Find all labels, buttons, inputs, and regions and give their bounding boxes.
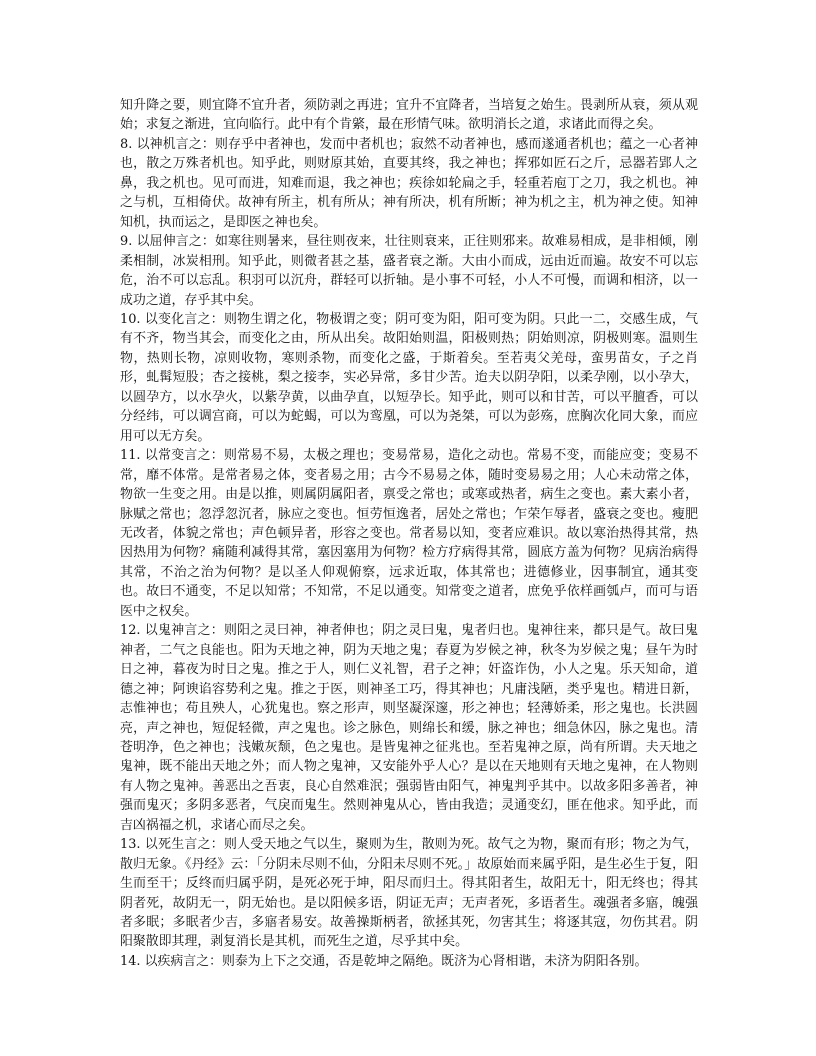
paragraph-12 (120, 621, 698, 835)
paragraph-text: 以变化言之：则物生谓之化，物极谓之变；阴可变为阳，阳可变为阴。只此一二，交感生成，气有不齐，物当其会，而变化之由，所从出矣。故阳始则温，阳极则热；阴始则凉，阴极则寒。温则生物，热则长物，凉则收物，寒则杀物，而变化之盛，于斯着矣。至若夷父羌母，蛮男苗女，子之肖形，虬髯短股；杏之接桃，梨之接李，实必异常，多甘少苦。迨夫以阴孕阳，以柔孕刚，以小孕大，以圆孕方，以水孕火，以紫孕黄，以曲孕直，以短孕长。知乎此，则可以和甘苦，可以平膻香，可以分经纬，可以调宫商，可以为蛇蝎，可以为鸾凰，可以为尧桀，可以为彭殇，庶胸次化同大象，而应用可以无方矣。 (120, 311, 698, 444)
paragraph-10 (120, 310, 698, 446)
paragraph-text: 以死生言之：则人受天地之气以生，聚则为生，散则为死。故气之为物，聚而有形；物之为气，散归无象。《丹经》云：「分阴未尽则不仙，分阳未尽则不死。」故原始而来属乎阳，是生必生于复，阳生而至干；反终而归属乎阴，是死必死于坤，阳尽而归土。得其阳者生，故阳无十，阳无终也；得其阴者死，故阴无一，阴无始也。是以阳候多语，阴证无声；无声者死，多语者生。魂强者多寤，魄强者多眠；多眠者少吉，多寤者易安。故善操斯柄者，欲拯其死，勿害其生；将逐其寇，勿伤其君。阴阳聚散即其理，剥复消长是其机，而死生之道，尽乎其中矣。 (120, 837, 698, 950)
paragraph-number: 14. (120, 953, 141, 969)
paragraph-14 (120, 952, 698, 971)
paragraph-text: 以鬼神言之：则阳之灵曰神，神者伸也；阴之灵曰鬼，鬼者归也。鬼神往来，都只是气。故曰鬼神者，二气之良能也。阳为天地之神，阴为天地之鬼；春夏为岁候之神，秋冬为岁候之鬼；昼午为时日之神，暮夜为时日之鬼。推之于人，则仁义礼智，君子之神；奸盗诈伪，小人之鬼。乐天知命，道德之神；阿谀谄容势利之鬼。推之于医，则神圣工巧，得其神也；凡庸浅陋，类乎鬼也。精进日新，志惟神也；苟且殃人，心犹鬼也。察之形声，则坚凝深邃，形之神也；轻薄娇柔，形之鬼也。长洪圆亮，声之神也，短促轻微，声之鬼也。诊之脉色，则绵长和缓，脉之神也；细急休囚，脉之鬼也。清苍明净，色之神也；浅嫩灰颓，色之鬼也。是皆鬼神之征兆也。至若鬼神之原，尚有所谓。夫天地之鬼神，既不能出天地之外；而人物之鬼神，又安能外乎人心？是以在天地则有天地之鬼神，在人物则有人物之鬼神。善恶出之吾衷，良心自然难泯；强弱皆由阳气，神鬼判乎其中。以故多阳多善者，神强而鬼灭；多阴多恶者，气戾而鬼生。然则神鬼从心，皆由我造；灵通变幻，匪在他求。知乎此，而吉凶祸福之机，求诸心而尽之矣。 (120, 623, 698, 833)
paragraph-11 (120, 446, 698, 621)
paragraph-number: 13. (120, 837, 141, 853)
paragraph-number: 11. (120, 448, 141, 464)
paragraph-number: 12. (120, 623, 141, 639)
paragraph-number: 10. (120, 311, 141, 327)
document-page (120, 96, 698, 971)
paragraph-text: 以屈伸言之：如寒往则暑来，昼往则夜来，壮往则衰来，正往则邪来。故难易相成，是非相倾，刚柔相制，冰炭相刑。知乎此，则微者甚之基，盛者衰之渐。大由小而成，远由近而遍。故安不可以忘危，治不可以忘乱。积羽可以沉舟，群轻可以折轴。是小事不可轻，小人不可慢，而调和相济，以一成功之道，存乎其中矣。 (120, 234, 699, 308)
paragraph-number: 9. (120, 234, 133, 250)
paragraph-number: 8. (120, 136, 133, 152)
paragraph-intro (120, 96, 698, 135)
paragraph-text: 以常变言之：则常易不易，太极之理也；变易常易，造化之动也。常易不变，而能应变；变易不常，靡不体常。是常者易之体，变者易之用；古今不易易之体，随时变易易之用；人心未动常之体，物欲一生变之用。由是以推，则属阴属阳者，禀受之常也；或寒或热者，病生之变也。素大素小者，脉赋之常也；忽浮忽沉者，脉应之变也。恒劳恒逸者，居处之常也；乍荣乍辱者，盛衰之变也。瘦肥无改者，体貌之常也；声色顿异者，形容之变也。常者易以知，变者应难识。故以寒治热得其常，热因热用为何物？痛随利减得其常，塞因塞用为何物？检方疗病得其常，圆底方盖为何物？见病治病得其常，不治之治为何物？是以圣人仰观俯察，远求近取，体其常也；进德修业，因事制宜，通其变也。故曰不通变，不足以知常；不知常，不足以通变。知常变之道者，庶免乎依样画瓠卢，而可与语医中之权矣。 (120, 448, 698, 619)
paragraph-8 (120, 135, 698, 232)
paragraph-9 (120, 232, 698, 310)
paragraph-13 (120, 835, 698, 952)
paragraph-text: 以疾病言之：则泰为上下之交通，否是乾坤之隔绝。既济为心肾相谐，未济为阴阳各别。 (144, 953, 648, 969)
paragraph-text: 以神机言之：则存乎中者神也，发而中者机也；寂然不动者神也，感而遂通者机也；蕴之一心者神也，散之万殊者机也。知乎此，则财原其始，直要其终，我之神也；挥邪如匠石之斤，忌器若郢人之鼻，我之机也。见可而进，知难而退，我之神也；疾徐如轮扁之手，轻重若庖丁之刀，我之机也。神之与机，互相倚伏。故神有所主，机有所从；神有所决，机有所断；神为机之主，机为神之使。知神知机，执而运之，是即医之神也矣。 (120, 136, 699, 230)
paragraph-text: 知升降之要，则宜降不宜升者，须防剥之再进；宜升不宜降者，当培复之始生。畏剥所从衰，须从观始；求复之渐进，宜向临行。此中有个肯綮，最在形情气味。欲明消长之道，求诸此而得之矣。 (120, 98, 698, 133)
